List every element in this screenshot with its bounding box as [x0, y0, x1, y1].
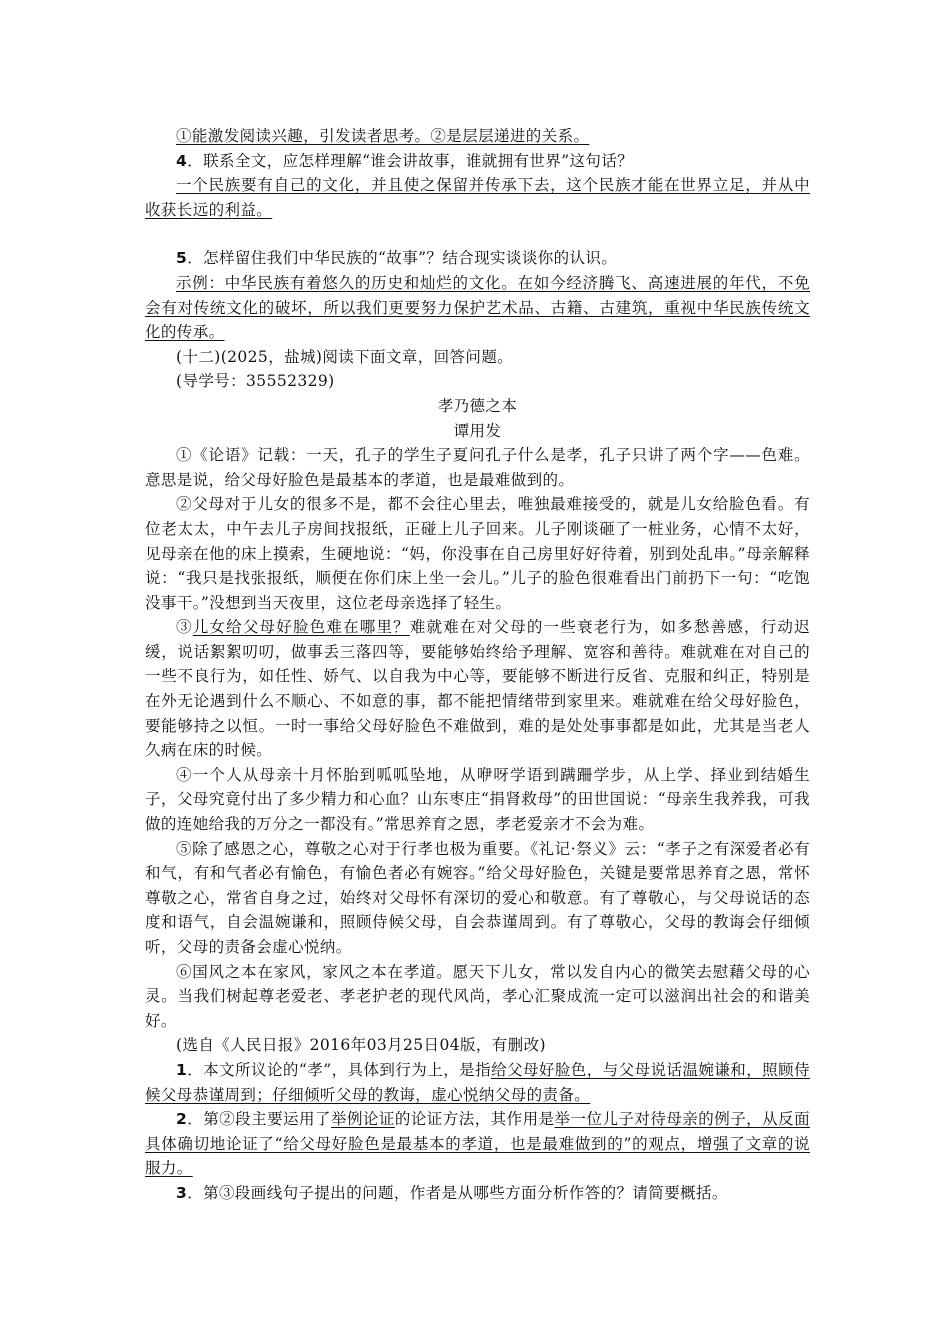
worksheet-page — [145, 124, 810, 1206]
q2-text-b: 的论证方法，其作用是 — [394, 1110, 555, 1129]
section-intro: (十二)(2025，盐城)阅读下面文章，回答问题。 — [176, 347, 514, 366]
article-paragraph-6: ⑥国风之本在家风，家风之本在孝道。愿天下儿女，常以发自内心的微笑去慰藉父母的心灵。当我们树起尊老爱老、孝老护老的现代风尚，孝心汇聚成流一定可以滋润出社会的和谐美好。 — [145, 962, 810, 1030]
p3-marker: ③ — [176, 618, 193, 637]
article-author: 谭用发 — [453, 421, 502, 440]
question-4 — [145, 149, 810, 174]
q2-number: 2 — [176, 1110, 188, 1129]
q4-number: 4 — [176, 151, 188, 170]
question-5 — [145, 246, 810, 271]
q1-text: ．本文所议论的“孝”，具体到行为上，是指 — [187, 1060, 492, 1079]
q4-answer-line — [145, 173, 810, 222]
q4-answer: 一个民族要有自己的文化，并且使之保留并传承下去，这个民族才能在世界立足，并从中收获长远的利益。 — [145, 176, 810, 219]
q3-answer-line — [145, 124, 810, 149]
article-source: (选自《人民日报》2016年03月25日04版，有删改) — [176, 1036, 546, 1055]
q5-text: ．怎样留住我们中华民族的“故事”？结合现实谈谈你的认识。 — [187, 249, 618, 268]
q2-answer-b: 举一位儿子对待母亲的例子，从反面具体确切地论证了“给父母好脸色是最基本的孝道，也是最难做到的”的观点，增强了文章的说服力。 — [145, 1110, 810, 1178]
p3-underlined-sentence: 儿女给父母好脸色难在哪里？ — [192, 618, 410, 637]
article-paragraph-2: ②父母对于儿女的很多不是，都不会往心里去，唯独最难接受的，就是儿女给脸色看。有位老太太，中午去儿子房间找报纸，正碰上儿子回来。儿子刚谈砸了一桩业务，心情不太好，见母亲在他的床上摸索，生硬地说：“妈，你没事在自己房里好好待着，别到处乱串。”母亲解释说：“我只是找张报纸，顺便在你们床上坐一会儿。”儿子的脸色很难看出门前扔下一句：“吃饱没事干。”没想到当天夜里，这位老母亲选择了轻生。 — [145, 495, 810, 612]
q3-answer: ①能激发阅读兴趣，引发读者思考。②是层层递进的关系。 — [176, 127, 590, 145]
question-2 — [145, 1107, 810, 1181]
q5-answer: 示例：中华民族有着悠久的历史和灿烂的文化。在如今经济腾飞、高速进展的年代，不免会有对传统文化的破坏，所以我们更要努力保护艺术品、古籍、古建筑，重视中华民族传统文化的传承。 — [145, 273, 810, 342]
guide-number: (导学号：35552329) — [176, 372, 335, 391]
q2-answer-a: 举例论证 — [330, 1110, 395, 1129]
q3-text: ．第③段画线句子提出的问题，作者是从哪些方面分析作答的？请简要概括。 — [187, 1183, 728, 1202]
article-title: 孝乃德之本 — [437, 396, 518, 415]
article-paragraph-5: ⑤除了感恩之心，尊敬之心对于行孝也极为重要。《礼记·祭义》云：“孝子之有深爱者必有和气，有和气者必有愉色，有愉色者必有婉容。”给父母好脸色，关键是要常思养育之恩，常怀尊敬之心，常省自身之过，始终对父母怀有深切的爱心和敬意。有了尊敬心，与父母说话的态度和语气，自会温婉谦和，照顾侍候父母，自会恭谨周到。有了尊敬心，父母的教诲会仔细倾听，父母的责备会虚心悦纳。 — [145, 839, 810, 956]
q1-answer: 给父母好脸色，与父母说话温婉谦和，照顾侍候父母恭谨周到；仔细倾听父母的教诲，虚心悦纳父母的责备。 — [145, 1060, 810, 1104]
q5-answer-line — [145, 271, 810, 345]
q4-text: ．联系全文，应怎样理解“谁会讲故事，谁就拥有世界”这句话？ — [187, 151, 634, 170]
q3-number: 3 — [176, 1183, 188, 1202]
article-paragraph-4: ④一个人从母亲十月怀胎到呱呱坠地，从咿呀学语到蹒跚学步，从上学、择业到结婚生子，父母究竟付出了多少精力和心血？山东枣庄“捐肾救母”的田世国说：“母亲生我养我，可我做的连她给我的万分之一都没有。”常思养育之恩，孝老爱亲才不会为难。 — [145, 765, 810, 834]
question-1 — [145, 1058, 810, 1107]
question-3 — [145, 1181, 810, 1206]
p3-rest: 难就难在对父母的一些衰老行为，如多愁善感，行动迟缓，说话絮絮叨叨，做事丢三落四等，要能够始终给予理解、宽容和善待。难就难在对自己的一些不良行为，如任性、娇气、以自我为中心等，要能够不断进行反省、克服和纠正，特别是在外无论遇到什么不顺心、不如意的事，都不能把情绪带到家里来。难就难在给父母好脸色，要能够持之以恒。一时一事给父母好脸色不难做到，难的是处处事事都是如此，尤其是当老人久病在床的时候。 — [145, 618, 811, 760]
article-paragraph-3 — [145, 615, 810, 763]
article-paragraph-1: ①《论语》记载：一天，孔子的学生子夏问孔子什么是孝，孔子只讲了两个字——色难。意思是说，给父母好脸色是最基本的孝道，也是最难做到的。 — [145, 446, 810, 489]
q5-number: 5 — [176, 249, 188, 268]
q1-number: 1 — [176, 1060, 188, 1079]
q2-text-a: ．第②段主要运用了 — [187, 1110, 331, 1129]
